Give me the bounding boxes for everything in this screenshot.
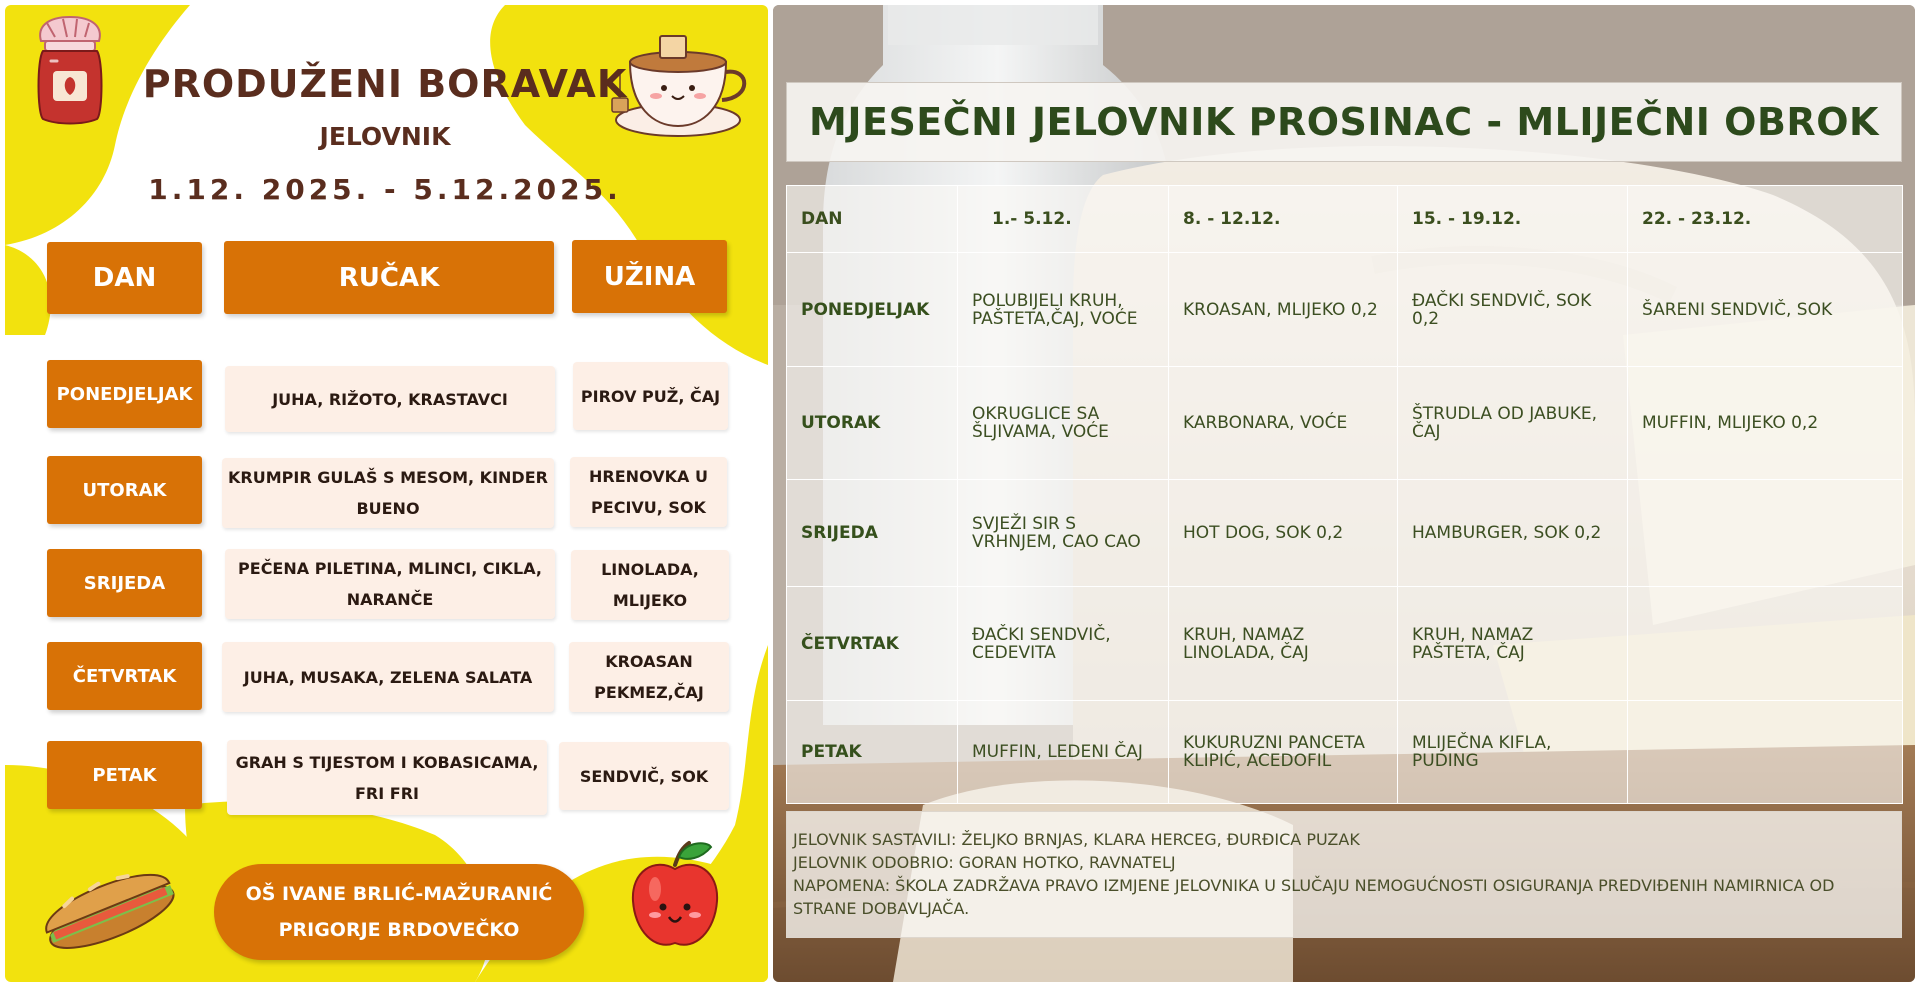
table-row: [787, 480, 1903, 587]
menu-cell: ĐAČKI SENDVIČ, CEDEVITA: [958, 587, 1169, 701]
poster-subtitle: JELOVNIK: [319, 122, 451, 151]
lunch-cell: PEČENA PILETINA, MLINCI, CIKLA, NARANČE: [225, 549, 555, 619]
menu-cell: OKRUGLICE SA ŠLJIVAMA, VOĆE: [958, 367, 1169, 480]
column-header-week-1: 1.- 5.12.: [958, 186, 1169, 253]
sandwich-icon: [27, 850, 187, 960]
menu-cell: [1628, 480, 1903, 587]
snack-cell: SENDVIČ, SOK: [559, 742, 729, 810]
menu-cell: KROASAN, MLIJEKO 0,2: [1169, 253, 1398, 367]
menu-cell: [1628, 701, 1903, 804]
school-location: PRIGORJE BRDOVEČKO: [278, 919, 520, 941]
menu-cell: HAMBURGER, SOK 0,2: [1398, 480, 1628, 587]
table-row: [787, 587, 1903, 701]
table-header-row: [787, 186, 1903, 253]
menu-notes: [786, 811, 1902, 938]
snack-cell: LINOLADA, MLIJEKO: [571, 550, 729, 620]
school-name: OŠ IVANE BRLIĆ-MAŽURANIĆ: [245, 883, 553, 905]
header-lunch: RUČAK: [224, 241, 554, 314]
header-snack: UŽINA: [572, 240, 727, 313]
day-label: PONEDJELJAK: [47, 360, 202, 428]
menu-cell: ŠTRUDLA OD JABUKE, ČAJ: [1398, 367, 1628, 480]
menu-cell: MLIJEČNA KIFLA, PUDING: [1398, 701, 1628, 804]
day-label: PETAK: [47, 741, 202, 809]
menu-cell: HOT DOG, SOK 0,2: [1169, 480, 1398, 587]
poster-date-range: 1.12. 2025. - 5.12.2025.: [148, 173, 622, 206]
menu-cell: SVJEŽI SIR S VRHNJEM, CAO CAO: [958, 480, 1169, 587]
column-header-day: DAN: [787, 186, 958, 253]
day-cell: UTORAK: [787, 367, 958, 480]
notes-authors: JELOVNIK SASTAVILI: ŽELJKO BRNJAS, KLARA HERCEG, ĐURĐICA PUZAK: [793, 830, 1360, 849]
apple-icon: [625, 835, 725, 955]
monthly-title: MJESEČNI JELOVNIK PROSINAC - MLIJEČNI OBROK: [809, 100, 1879, 144]
menu-cell: KRUH, NAMAZ LINOLADA, ČAJ: [1169, 587, 1398, 701]
monthly-menu-poster: [773, 5, 1915, 982]
column-header-week-3: 15. - 19.12.: [1398, 186, 1628, 253]
lunch-cell: KRUMPIR GULAŠ S MESOM, KINDER BUENO: [222, 458, 554, 528]
lunch-cell: GRAH S TIJESTOM I KOBASICAMA, FRI FRI: [227, 740, 547, 815]
monthly-menu-table: [786, 185, 1903, 804]
notes-approval: JELOVNIK ODOBRIO: GORAN HOTKO, RAVNATELJ: [793, 853, 1176, 872]
day-cell: PONEDJELJAK: [787, 253, 958, 367]
lunch-cell: JUHA, RIŽOTO, KRASTAVCI: [225, 366, 555, 432]
day-cell: ČETVRTAK: [787, 587, 958, 701]
menu-cell: MUFFIN, LEDENI ČAJ: [958, 701, 1169, 804]
header-day: DAN: [47, 242, 202, 314]
menu-cell: ŠARENI SENDVIČ, SOK: [1628, 253, 1903, 367]
monthly-title-box: [786, 82, 1902, 162]
notes-disclaimer: NAPOMENA: ŠKOLA ZADRŽAVA PRAVO IZMJENE JELOVNIKA U SLUČAJU NEMOGUĆNOSTI OSIGURANJA PREDVIĐENIH NAMIRNICA OD STRANE DOBAVLJAČA.: [793, 876, 1835, 918]
day-label: ČETVRTAK: [47, 642, 202, 710]
menu-cell: KARBONARA, VOĆE: [1169, 367, 1398, 480]
table-row: [787, 367, 1903, 480]
snack-cell: KROASAN PEKMEZ,ČAJ: [569, 642, 729, 712]
menu-cell: MUFFIN, MLIJEKO 0,2: [1628, 367, 1903, 480]
menu-cell: POLUBIJELI KRUH, PAŠTETA,ČAJ, VOĆE: [958, 253, 1169, 367]
weekly-menu-poster: [5, 5, 768, 982]
snack-cell: HRENOVKA U PECIVU, SOK: [570, 457, 727, 527]
menu-cell: KUKURUZNI PANCETA KLIPIĆ, ACEDOFIL: [1169, 701, 1398, 804]
menu-cell: KRUH, NAMAZ PAŠTETA, ČAJ: [1398, 587, 1628, 701]
day-cell: SRIJEDA: [787, 480, 958, 587]
jam-jar-icon: [33, 13, 107, 125]
column-header-week-2: 8. - 12.12.: [1169, 186, 1398, 253]
poster-title: PRODUŽENI BORAVAK: [142, 62, 628, 106]
snack-cell: PIROV PUŽ, ČAJ: [573, 362, 728, 430]
table-row: [787, 253, 1903, 367]
menu-cell: [1628, 587, 1903, 701]
menu-cell: ĐAČKI SENDVIČ, SOK 0,2: [1398, 253, 1628, 367]
column-header-week-4: 22. - 23.12.: [1628, 186, 1903, 253]
table-row: [787, 701, 1903, 804]
lunch-cell: JUHA, MUSAKA, ZELENA SALATA: [222, 642, 554, 712]
day-label: UTORAK: [47, 456, 202, 524]
day-cell: PETAK: [787, 701, 958, 804]
day-label: SRIJEDA: [47, 549, 202, 617]
school-name-badge: [214, 864, 584, 960]
